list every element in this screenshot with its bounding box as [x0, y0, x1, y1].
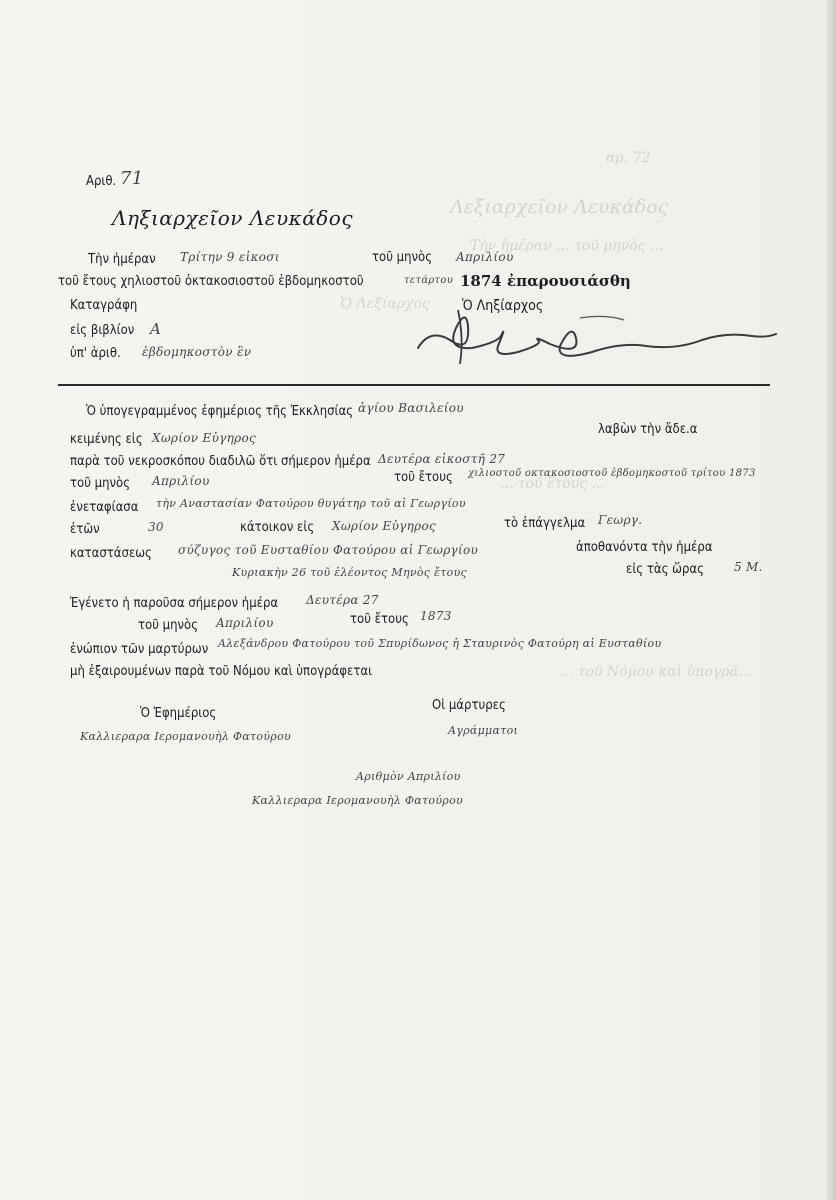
gravedigger-label: παρὰ τοῦ νεκροσκόπου διαδιλῶ ὅτι σήμερον ἡμέρα — [70, 454, 371, 469]
book-value: Α — [150, 320, 162, 338]
status-value: σύζυγος τοῦ Ευσταθίου Φατούρου αἱ Γεωργίου — [178, 543, 479, 557]
registration-label: Καταγράφη — [70, 298, 138, 313]
year-label: τοῦ ἔτους — [394, 470, 453, 485]
age-value: 30 — [148, 520, 164, 534]
month-label: τοῦ μηνὸς — [70, 476, 131, 491]
done-year-label: τοῦ ἔτους — [350, 612, 409, 627]
hour-value: 5 Μ. — [734, 560, 763, 574]
priest-name: Καλλιεραρα Ιερομανουὴλ Φατούρου — [80, 730, 291, 743]
registrar-label: Ὁ Ληξίαρχος — [462, 298, 544, 314]
done-month-label: τοῦ μηνὸς — [138, 618, 199, 633]
bleed-through: Ὁ Λεξίαρχος — [340, 296, 430, 312]
day-value: Τρίτην 9 εἰκοσι — [180, 250, 280, 264]
done-label: Ἐγένετο ἡ παροῦσα σήμερον ἡμέρα — [70, 596, 279, 611]
year-text-value: τετάρτου — [404, 275, 454, 286]
priest-signature-label: Ὁ Ἐφημέριος — [140, 706, 217, 721]
died-day-label: ἀποθανόντα τὴν ἡμέρα — [576, 540, 713, 555]
age-label: ἐτῶν — [70, 522, 100, 537]
year-appeared: 1874 ἐπαρουσιάσθη — [460, 272, 631, 290]
priest-intro: Ὁ ὑπογεγραμμένος ἐφημέριος τῆς Ἐκκλησίας — [86, 404, 354, 419]
witnesses-value: Αλεξάνδρου Φατούρου τοῦ Σπυρίδωνος ἡ Σταυρινὸς Φατούρη αἱ Ευσταθίου — [218, 637, 662, 650]
registrar-signature-icon — [410, 298, 780, 378]
buried-label: ἐνεταφίασα — [70, 500, 139, 515]
record-number-value: 71 — [120, 168, 144, 189]
book-label: εἰς βιβλίον — [70, 323, 135, 338]
done-value: Δευτέρα 27 — [306, 593, 379, 607]
closing-line-1: Αριθμὸν Απριλίου — [356, 770, 461, 783]
month-value: Απριλίου — [152, 474, 210, 488]
closing-line-2: Καλλιεραρα Ιερομανουὴλ Φατούρου — [252, 794, 463, 807]
bleed-through: Τὴν ἡμέραν ... τοῦ μηνὸς ... — [470, 238, 664, 254]
witness-name: Αγράμματοι — [448, 724, 519, 737]
witnesses-label: ἐνώπιον τῶν μαρτύρων — [70, 642, 209, 657]
gravedigger-value: Δευτέρα εἰκοστῆ 27 — [378, 452, 506, 466]
year-text-label: τοῦ ἔτους χηλιοστοῦ ὀκτακοσιοστοῦ ἑβδομηκοστοῦ — [58, 274, 364, 289]
status-label: καταστάσεως — [70, 546, 152, 561]
profession-label: τὸ ἐπάγγελμα — [504, 516, 586, 531]
resident-label: κάτοικον εἰς — [240, 520, 315, 535]
not-excluded-text: μὴ ἐξαιρουμένων παρὰ τοῦ Νόμου καὶ ὑπογράφεται — [70, 664, 373, 679]
section-divider — [58, 384, 770, 386]
page-edge — [826, 0, 836, 1200]
bleed-through: Λεξιαρχεῖον Λευκάδος — [450, 196, 669, 218]
month-value: Απριλίου — [456, 250, 514, 264]
month-label: τοῦ μηνὸς — [372, 250, 433, 265]
hour-label: εἰς τὰς ὥρας — [626, 562, 704, 577]
witnesses-signature-label: Οἱ μάρτυρες — [432, 698, 506, 713]
bleed-through: ... τοῦ ἔτους ... — [500, 476, 605, 492]
under-number-label: ὑπ' ἀριθ. — [70, 346, 121, 361]
record-number-label: Αριθ. — [86, 174, 117, 189]
office-title: Ληξιαρχεῖον Λευκάδος — [112, 206, 354, 230]
located-label: κειμένης εἰς — [70, 432, 143, 447]
year-value: χιλιοστοῦ οκτακοσιοστοῦ ἑβδομηκοστοῦ τρίτου 1873 — [468, 468, 756, 479]
under-number-value: ἑβδομηκοστὸν ἓν — [142, 345, 252, 359]
done-year-value: 1873 — [420, 609, 452, 623]
church-value: ἁγίου Βασιλείου — [358, 401, 464, 415]
located-value: Χωρίον Εὐγηρος — [152, 431, 257, 445]
profession-value: Γεωργ. — [598, 513, 643, 527]
bleed-through: αρ. 72 — [606, 150, 651, 166]
day-label: Τὴν ἡμέραν — [88, 252, 156, 267]
died-day-value: Κυριακὴν 26 τοῦ ἐλέοντος Μηνὸς ἔτους — [232, 566, 468, 579]
done-month-value: Απριλίου — [216, 616, 274, 630]
permit-label: λαβὼν τὴν ἄδε.α — [598, 422, 698, 437]
resident-value: Χωρίον Εὐγηρος — [332, 519, 437, 533]
buried-value: τὴν Αναστασίαν Φατούρου θυγάτηρ τοῦ αἱ Γεωργίου — [156, 497, 466, 510]
bleed-through: ... τοῦ Νόμου καὶ ὑπογρά... — [560, 664, 753, 680]
